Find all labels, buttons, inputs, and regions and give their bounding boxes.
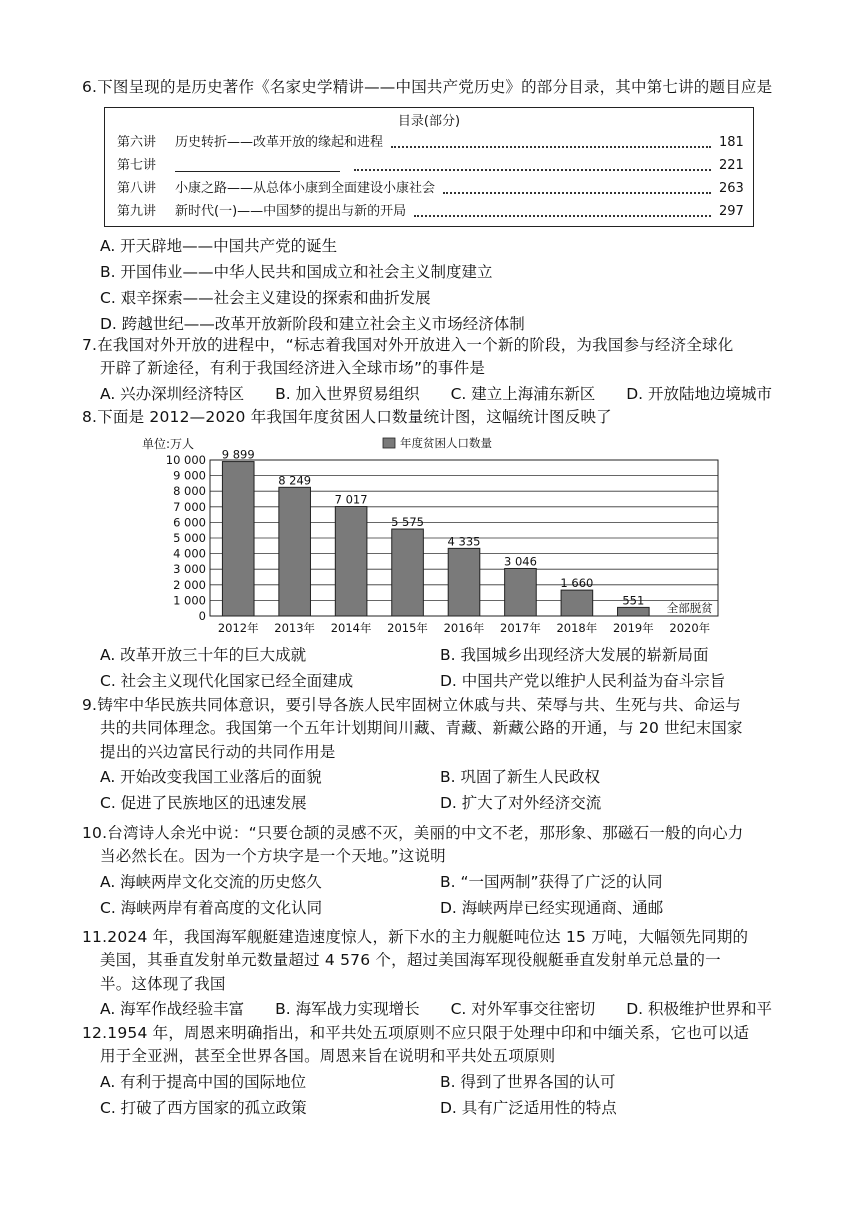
option-c[interactable]: C. 海峡两岸有着高度的文化认同	[100, 898, 323, 917]
chart-unit-label: 单位:万人	[142, 437, 195, 451]
question-12	[82, 1022, 782, 1121]
toc-row	[117, 134, 743, 152]
toc-lecture: 第八讲	[117, 181, 157, 197]
toc-leader	[414, 207, 711, 217]
option-c[interactable]: C. 社会主义现代化国家已经全面建成	[100, 672, 354, 690]
x-tick-label: 2016年	[443, 621, 485, 635]
y-tick-label: 8 000	[173, 484, 206, 499]
option-c[interactable]: C. 促进了民族地区的迅速发展	[100, 793, 307, 812]
option-a[interactable]: A. 海峡两岸文化交流的历史悠久	[100, 872, 322, 891]
option-d[interactable]: D. 具有广泛适用性的特点	[440, 1098, 617, 1117]
toc-page: 181	[719, 135, 744, 151]
toc-row	[117, 203, 743, 221]
bar	[335, 507, 367, 616]
x-tick-label: 2014年	[330, 621, 372, 635]
question-text-continued: 提出的兴边富民行动的共同作用是	[100, 742, 336, 761]
bar-value-label: 5 575	[391, 515, 425, 530]
toc-title: 目录(部分)	[397, 114, 461, 129]
option-a[interactable]: A. 兴办深圳经济特区	[100, 384, 245, 403]
question-9	[82, 694, 782, 816]
x-tick-label: 2012年	[217, 621, 259, 635]
question-text-continued: 半。这体现了我国	[100, 974, 226, 993]
option-a[interactable]: A. 有利于提高中国的国际地位	[100, 1072, 307, 1091]
toc-lecture: 第七讲	[117, 158, 157, 174]
x-tick-label: 2015年	[387, 621, 428, 635]
question-number: 12.	[82, 1024, 108, 1042]
question-number: 11.	[82, 928, 108, 946]
option-d[interactable]: D. 积极维护世界和平	[626, 999, 772, 1018]
option-b[interactable]: B. 海军战力实现增长	[275, 999, 420, 1018]
question-text: 在我国对外开放的进程中，“标志着我国对外开放进入一个新的阶段，为我国参与经济全球化	[97, 336, 734, 354]
poverty-bar-chart	[140, 432, 740, 644]
option-c[interactable]: C. 打破了西方国家的孤立政策	[100, 1098, 307, 1117]
bar-value-label: 8 249	[278, 473, 312, 488]
bar-value-label: 全部脱贫	[666, 601, 713, 615]
x-tick-label: 2020年	[669, 621, 711, 635]
bar	[505, 568, 537, 616]
option-d[interactable]: D. 中国共产党以维护人民利益为奋斗宗旨	[440, 672, 726, 690]
question-text: 铸牢中华民族共同体意识，要引导各族人民牢固树立休戚与共、荣辱与共、生死与共、命运与	[97, 696, 741, 714]
question-text: 下面是 2012—2020 年我国年度贫困人口数量统计图，这幅统计图反映了	[97, 408, 612, 426]
y-tick-label: 4 000	[173, 546, 206, 561]
question-number: 8.	[82, 408, 98, 426]
bar	[448, 548, 480, 616]
option-b[interactable]: B. “一国两制”获得了广泛的认同	[440, 872, 663, 891]
bar	[279, 487, 311, 616]
bar-value-label: 551	[622, 593, 645, 608]
toc-page: 263	[719, 181, 744, 197]
option-b[interactable]: B. 得到了世界各国的认可	[440, 1072, 616, 1091]
toc-row	[117, 180, 743, 198]
question-text-continued: 当必然长在。因为一个方块字是一个天地。”这说明	[100, 847, 446, 866]
toc-page: 221	[719, 158, 744, 174]
bar	[618, 607, 650, 616]
option-b[interactable]: B. 加入世界贸易组织	[275, 384, 420, 403]
y-tick-label: 9 000	[173, 468, 206, 483]
question-7	[82, 334, 782, 407]
question-text: 下图呈现的是历史著作《名家史学精讲——中国共产党历史》的部分目录，其中第七讲的题目应是	[97, 78, 773, 96]
option-d[interactable]: D. 跨越世纪——改革开放新阶段和建立社会主义市场经济体制	[100, 315, 525, 333]
chart-svg	[140, 432, 740, 644]
toc-leader	[443, 184, 711, 194]
y-tick-label: 6 000	[173, 515, 206, 530]
bar-value-label: 3 046	[503, 554, 537, 569]
bar-value-label: 9 899	[221, 447, 255, 462]
x-tick-label: 2019年	[612, 621, 654, 635]
option-b[interactable]: B. 开国伟业——中华人民共和国成立和社会主义制度建立	[100, 263, 493, 281]
y-tick-label: 7 000	[173, 499, 206, 514]
bar-value-label: 4 335	[447, 534, 481, 549]
question-text: 1954 年，周恩来明确指出，和平共处五项原则不应只限于处理中印和中缅关系，它也可以适	[107, 1024, 750, 1042]
legend-swatch	[383, 438, 395, 448]
legend-label: 年度贫困人口数量	[400, 436, 492, 450]
y-tick-label: 10 000	[165, 453, 206, 467]
toc-title-text: 小康之路——从总体小康到全面建设小康社会	[175, 181, 436, 197]
toc-lecture: 第九讲	[117, 204, 157, 220]
question-8	[82, 406, 782, 429]
toc-blank-line	[175, 161, 340, 172]
y-tick-label: 1 000	[173, 593, 206, 608]
x-tick-label: 2013年	[274, 621, 316, 635]
question-text-continued: 用于全亚洲，甚至全世界各国。周恩来旨在说明和平共处五项原则	[100, 1047, 556, 1066]
y-tick-label: 0	[198, 609, 206, 623]
bar	[222, 462, 254, 616]
bar	[561, 590, 593, 616]
question-text-continued: 美国，其垂直发射单元数量超过 4 576 个，超过美国海军现役舰艇垂直发射单元总量的一	[100, 951, 721, 970]
option-c[interactable]: C. 建立上海浦东新区	[450, 384, 596, 403]
toc-row	[117, 157, 743, 175]
x-tick-label: 2018年	[556, 621, 598, 635]
option-a[interactable]: A. 开天辟地——中国共产党的诞生	[100, 237, 338, 255]
option-c[interactable]: C. 艰辛探索——社会主义建设的探索和曲折发展	[100, 289, 431, 307]
y-tick-label: 5 000	[173, 531, 206, 545]
question-number: 6.	[82, 78, 98, 96]
toc-leader	[354, 161, 711, 171]
question-6	[82, 76, 782, 99]
question-number: 9.	[82, 696, 98, 714]
option-b[interactable]: B. 我国城乡出现经济大发展的崭新局面	[440, 646, 709, 664]
bar-value-label: 7 017	[334, 492, 368, 507]
option-d[interactable]: D. 开放陆地边境城市	[626, 384, 772, 403]
toc-page: 297	[719, 204, 744, 220]
y-tick-label: 3 000	[173, 562, 206, 577]
question-number: 7.	[82, 336, 98, 354]
y-tick-label: 2 000	[173, 577, 206, 592]
question-8-options	[82, 642, 782, 694]
toc-box	[104, 107, 754, 227]
question-6-options	[82, 233, 782, 337]
toc-lecture: 第六讲	[117, 135, 157, 151]
question-text: 台湾诗人余光中说：“只要仓颉的灵感不灭，美丽的中文不老，那形象、那磁石一般的向心力	[107, 824, 744, 842]
option-a[interactable]: A. 海军作战经验丰富	[100, 999, 245, 1018]
question-number: 10.	[82, 824, 108, 842]
option-d[interactable]: D. 扩大了对外经济交流	[440, 793, 602, 812]
question-11	[82, 926, 782, 1022]
option-a[interactable]: A. 改革开放三十年的巨大成就	[100, 646, 307, 664]
option-d[interactable]: D. 海峡两岸已经实现通商、通邮	[440, 898, 664, 917]
bar-value-label: 1 660	[560, 576, 594, 591]
toc-title-text: 新时代(一)——中国梦的提出与新的开局	[175, 204, 407, 220]
option-c[interactable]: C. 对外军事交往密切	[450, 999, 596, 1018]
question-text-continued: 开辟了新途径，有利于我国经济进入全球市场”的事件是	[100, 359, 486, 378]
question-text-continued: 共的共同体理念。我国第一个五年计划期间川藏、青藏、新藏公路的开通，与 20 世纪末国家	[100, 719, 743, 738]
question-text: 2024 年，我国海军舰艇建造速度惊人，新下水的主力舰艇吨位达 15 万吨，大幅领先同期的	[107, 928, 749, 946]
bar	[392, 529, 424, 616]
option-a[interactable]: A. 开始改变我国工业落后的面貌	[100, 767, 322, 786]
toc-leader	[391, 138, 711, 148]
toc-title-text: 历史转折——改革开放的缘起和进程	[175, 135, 384, 151]
question-10	[82, 822, 782, 921]
option-b[interactable]: B. 巩固了新生人民政权	[440, 767, 600, 786]
x-tick-label: 2017年	[500, 621, 541, 635]
